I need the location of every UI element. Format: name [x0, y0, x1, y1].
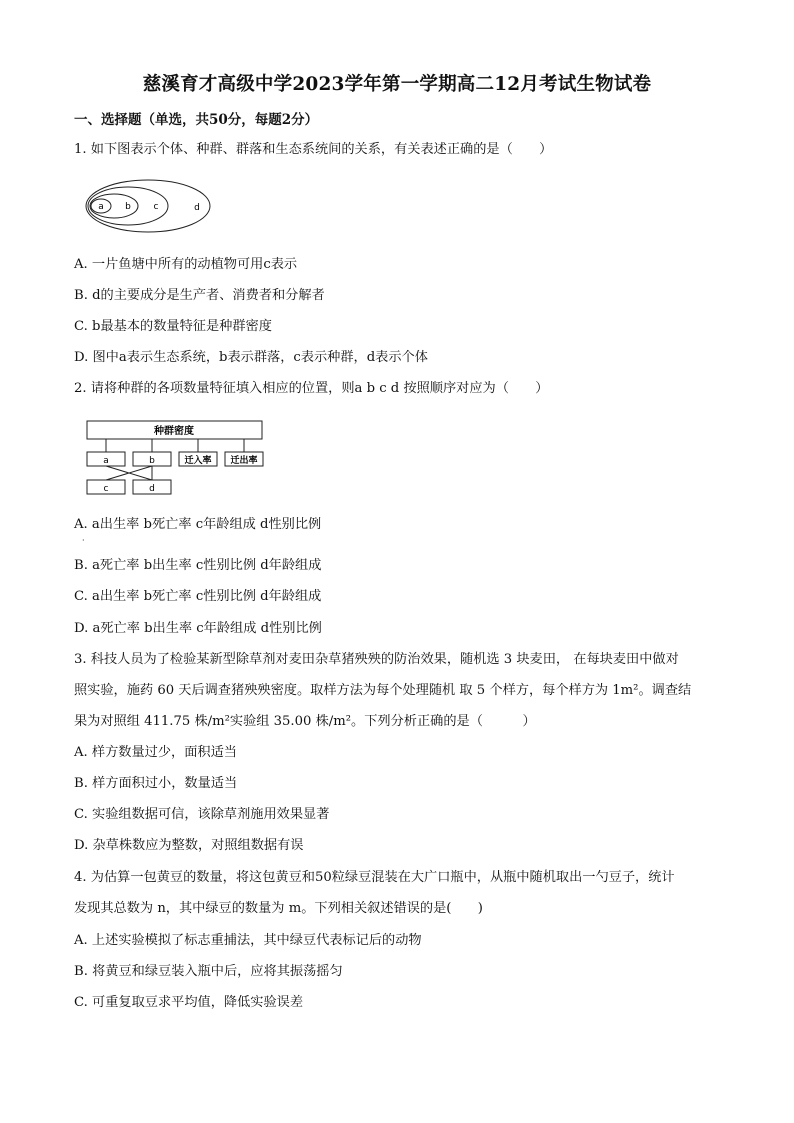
q4-option-c: C. 可重复取豆求平均值，降低实验误差 — [74, 995, 304, 1010]
q1-option-a: A. 一片鱼塘中所有的动植物可用c表示 — [74, 257, 298, 272]
label-b: b — [125, 202, 131, 212]
label-population-density: 种群密度 — [154, 426, 194, 437]
page-title: 慈溪育才高级中学2023学年第一学期高二12月考试生物试卷 — [142, 74, 652, 95]
svg-text:a: a — [103, 456, 109, 466]
stray-dot: · — [82, 536, 85, 545]
q3-stem-line-2: 照实验，施药 60 天后调查猪殃殃密度。取样方法为每个处理随机 取 5 个样方，每个样方为 1m²。调查结 — [74, 683, 692, 698]
q3-option-d: D. 杂草株数应为整数，对照组数据有误 — [74, 838, 304, 853]
svg-text:b: b — [149, 456, 155, 466]
svg-text:d: d — [149, 484, 155, 494]
ellipse-d — [86, 180, 210, 232]
q1-option-b: B. d的主要成分是生产者、消费者和分解者 — [74, 288, 325, 303]
q2-option-a: A. a出生率 b死亡率 c年龄组成 d性别比例 — [74, 517, 322, 532]
q3-option-c: C. 实验组数据可信，该除草剂施用效果显著 — [74, 807, 330, 822]
svg-text:迁入率: 迁入率 — [184, 456, 212, 466]
q2-population-diagram — [86, 420, 266, 496]
label-c: c — [153, 202, 159, 212]
q1-nested-ellipses-figure — [84, 178, 214, 236]
q4-stem-line-1: 4. 为估算一包黄豆的数量，将这包黄豆和50粒绿豆混装在大广口瓶中，从瓶中随机取出一勺豆子，统计 — [74, 870, 675, 885]
svg-text:迁出率: 迁出率 — [230, 456, 258, 466]
label-d: d — [194, 203, 200, 213]
q2-stem: 2. 请将种群的各项数量特征填入相应的位置，则a b c d 按照顺序对应为（ ） — [74, 381, 549, 396]
q3-stem-line-1: 3. 科技人员为了检验某新型除草剂对麦田杂草猪殃殃的防治效果，随机选 3 块麦田， 在每块麦田中做对 — [74, 652, 679, 667]
svg-text:c: c — [103, 484, 109, 494]
q1-option-c: C. b最基本的数量特征是种群密度 — [74, 319, 272, 334]
q2-option-d: D. a死亡率 b出生率 c年龄组成 d性别比例 — [74, 621, 322, 636]
q4-option-b: B. 将黄豆和绿豆装入瓶中后，应将其振荡摇匀 — [74, 964, 343, 979]
q4-option-a: A. 上述实验模拟了标志重捕法，其中绿豆代表标记后的动物 — [74, 933, 422, 948]
q3-option-b: B. 样方面积过小，数量适当 — [74, 776, 238, 791]
section-heading: 一、选择题（单选，共50分，每题2分） — [74, 112, 319, 128]
q2-option-c: C. a出生率 b死亡率 c性别比例 d年龄组成 — [74, 589, 322, 604]
q4-stem-line-2: 发现其总数为 n，其中绿豆的数量为 m。下列相关叙述错误的是( ) — [74, 901, 483, 916]
q1-stem: 1. 如下图表示个体、种群、群落和生态系统间的关系，有关表述正确的是（ ） — [74, 142, 553, 157]
q1-option-d: D. 图中a表示生态系统，b表示群落，c表示种群，d表示个体 — [74, 350, 428, 365]
label-a: a — [98, 202, 104, 212]
q2-option-b: B. a死亡率 b出生率 c性别比例 d年龄组成 — [74, 558, 322, 573]
q3-option-a: A. 样方数量过少，面积适当 — [74, 745, 237, 760]
q3-stem-line-3: 果为对照组 411.75 株/m²实验组 35.00 株/m²。下列分析正确的是（ ） — [74, 714, 536, 729]
